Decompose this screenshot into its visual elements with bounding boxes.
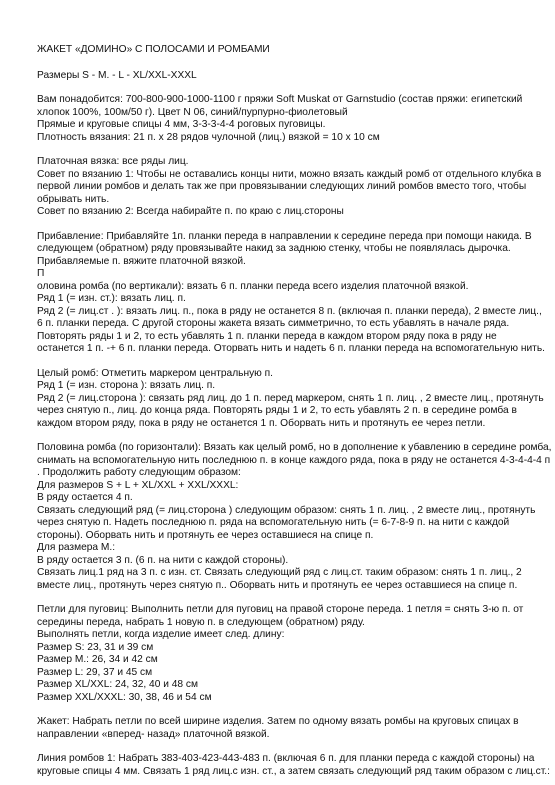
text-line: Платочная вязка: все ряды лиц. — [37, 156, 189, 167]
text-line: Связать лиц.1 ряд на 3 п. с изн. ст. Связать следующий ряд с лиц.ст. таким образом: снять 1 п. лиц., 2 — [37, 567, 522, 578]
text-line: Размеры S - M. - L - XL/XXL-XXXL — [37, 69, 197, 81]
text-line: Для размеров S + L + XL/XXL + XXL/XXXL: — [37, 479, 239, 491]
text-line: Плотность вязания: 21 п. х 28 рядов чулочной (лиц.) вязкой = 10 х 10 см — [37, 131, 380, 143]
text-line: Прямые и круговые спицы 4 мм, 3-3-3-4-4 роговых пуговицы. — [37, 119, 326, 130]
text-line: Выполнять петли, когда изделие имеет след. длину: — [37, 629, 285, 640]
paragraph — [37, 753, 550, 778]
paragraph — [37, 604, 539, 704]
text-line: середины переда, набрать 1 новую п. в следующем (обратном) ряду. — [37, 616, 365, 628]
text-line: Целый ромб: Отметить маркером центральную п. — [37, 367, 273, 379]
text-line: Ряд 1 (= изн. ст.): вязать лиц. п. — [37, 293, 186, 304]
text-line: Для размера M.: — [37, 542, 116, 553]
text-line: Размер S: 23, 31 и 39 см — [37, 641, 154, 653]
document-title: ЖАКЕТ «ДОМИНО» С ПОЛОСАМИ И РОМБАМИ — [37, 44, 270, 55]
text-line: Половина ромба (по горизонтали): Вязать как целый ромб, но в дополнение к убавлению в середине ромба, — [37, 442, 552, 453]
text-line: через снятую п. Надеть последнюю п. ряда на вспомогательную нить (= 6-7-8-9 п. на нити с каждой — [37, 517, 510, 528]
paragraph — [37, 442, 552, 592]
text-line: . Продолжить работу следующим образом: — [37, 467, 241, 478]
text-line: В ряду остается 3 п. (6 п. на нити с каждой стороны). — [37, 554, 289, 566]
text-line: Прибавление: Прибавляйте 1п. планки переда в направлении к середине переда при помощи накида. В — [37, 230, 532, 242]
text-line: Прибавляемые п. вяжите платочной вязкой. — [37, 255, 246, 267]
text-line: П — [37, 268, 45, 279]
text-line: снимать на вспомогательную нить последнюю п. в конце каждого ряда, пока в ряду не останется 4-3-4-4-4 п — [37, 454, 551, 466]
text-line: Размер XXL/XXXL: 30, 38, 46 и 54 см — [37, 691, 212, 703]
text-line: Повторять ряды 1 и 2, то есть убавлять 1 п. планки переда в каждом втором ряду пока в ряду не — [37, 330, 497, 342]
paragraph — [37, 230, 545, 356]
text-line: Ряд 1 (= изн. сторона ): вязать лиц. п. — [37, 380, 216, 391]
text-line: стороны). Оборвать нить и протянуть ее через оставшиеся на спице п. — [37, 529, 374, 541]
text-line: обрывать нить. — [37, 193, 110, 205]
text-line: вместе лиц., протянуть через снятую п.. Оборвать нить и протянуть ее через оставшиеся на спице п. — [37, 579, 518, 591]
text-line: Связать следующий ряд (= лиц.сторона ) следующим образом: снять 1 п. лиц. , 2 вместе лиц., протянуть — [37, 504, 536, 516]
text-line: следующем (обратном) ряду провязывайте накид за заднюю стенку, чтобы не появлялась дырочка. — [37, 243, 511, 254]
text-line: 6 п. планки переда. С другой стороны жакета вязать симметрично, то есть убавлять в начале ряда. — [37, 318, 510, 329]
text-line: останется 1 п. -+ 6 п. планки переда. Оторвать нить и надеть 6 п. планки переда на вспомогательную нить. — [37, 343, 545, 354]
text-line: Совет по вязанию 2: Всегда набирайте п. по краю с лиц.стороны — [37, 206, 344, 217]
text-line: хлопок 100%, 100м/50 г). Цвет N 06, синий/пурпурно-фиолетовый — [37, 106, 348, 118]
paragraph — [37, 156, 542, 219]
text-line: Совет по вязанию 1: Чтобы не оставались концы нити, можно вязать каждый ромб от отдельного клубка в — [37, 168, 542, 180]
paragraph — [37, 70, 539, 83]
paragraph — [37, 716, 539, 741]
text-line: Размер XL/XXL: 24, 32, 40 и 48 см — [37, 679, 198, 690]
text-line: через снятую п., лиц. до конца ряда. Повторять ряды 1 и 2, то есть убавлять 2 п. в середине ромба в — [37, 405, 517, 416]
text-line: оловина ромба (по вертикали): вязать 6 п. планки переда всего изделия платочной вязкой. — [37, 280, 469, 292]
text-line: Ряд 2 (= лиц.ст . ): вязать лиц. п., пока в ряду не останется 8 п. (включая п. планки переда), 2 вместе лиц., — [37, 305, 542, 317]
text-line: Жакет: Набрать петли по всей ширине изделия. Затем по одному вязать ромбы на круговых спицах в — [37, 716, 519, 727]
text-line: В ряду остается 4 п. — [37, 492, 133, 503]
text-line: первой линии ромбов и делать так же при провязывании следующих линий ромбов вместо того, чтобы — [37, 181, 527, 192]
text-line: направлении «вперед- назад» платочной вязкой. — [37, 728, 270, 740]
text-line: Ряд 2 (= лиц.сторона ): связать ряд лиц. до 1 п. перед маркером, снять 1 п. лиц. , 2 вместе лиц., протянуть — [37, 392, 544, 404]
paragraph — [37, 367, 544, 431]
document-body — [37, 69, 552, 779]
text-line: Линия ромбов 1: Набрать 383-403-423-443-483 п. (включая 6 п. для планки переда с каждой стороны) на — [37, 753, 535, 764]
text-line: Размер L: 29, 37 и 45 см — [37, 666, 153, 678]
text-line: круговые спицы 4 мм. Связать 1 ряд лиц.с изн. ст., а затем связать следующий ряд таким образом с лиц.ст.: — [37, 765, 550, 777]
text-line: Размер M.: 26, 34 и 42 см — [37, 654, 158, 665]
paragraph — [37, 94, 539, 144]
text-line: Вам понадобится: 700-800-900-1000-1100 г пряжи Soft Muskat от Garnstudio (состав пряжи: египетский — [37, 94, 523, 105]
text-line: каждом втором ряду, пока в ряду не останется 1 п. Оборвать нить и протянуть ее через петли. — [37, 417, 486, 429]
text-line: Петли для пуговиц: Выполнить петли для пуговиц на правой стороне переда. 1 петля = снять 3-ю п. от — [37, 604, 524, 615]
